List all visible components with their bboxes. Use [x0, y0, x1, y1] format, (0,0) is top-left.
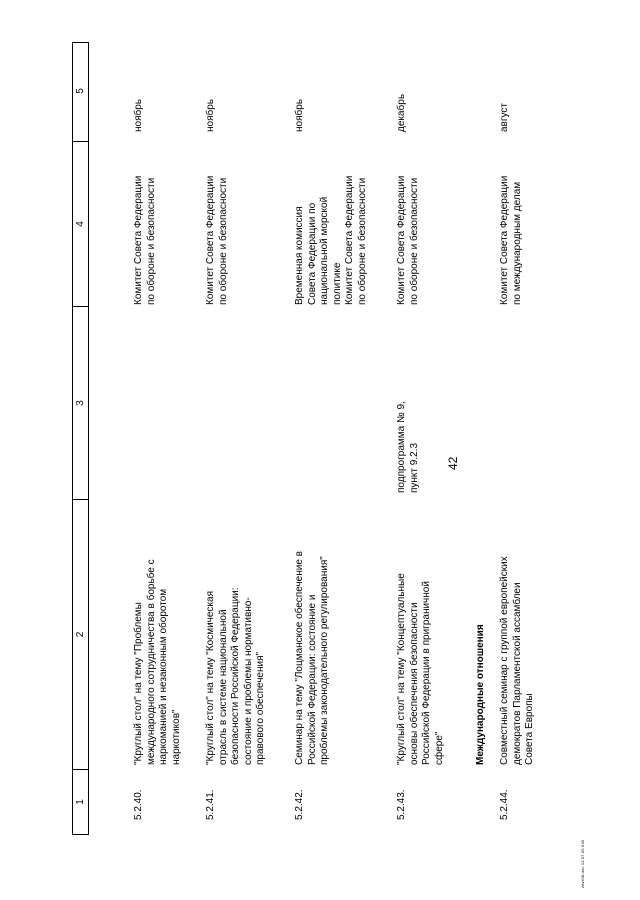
event-date: ноябрь	[133, 99, 144, 132]
event-description: "Круглый стол" на тему "Космическая отрасль в системе национальной безопасности Российской Федерации: состояние и проблемы нормативно- правового обеспечения"	[205, 587, 266, 765]
row-number: 5.2.42.	[294, 789, 305, 820]
responsible-body: Комитет Совета Федерации по обороне и безопасности	[396, 175, 420, 305]
responsible-body: Комитет Совета Федерации по обороне и безопасности	[205, 175, 229, 305]
event-description: "Круглый стол" на тему "Проблемы международного сотрудничества в борьбе с наркоманией и незаконным оборотом наркотиков"	[133, 559, 182, 765]
row-number: 5.2.40.	[133, 789, 144, 820]
event-description: "Круглый стол" на тему "Концептуальные основы обеспечения безопасности Российской Федерации в приграничной сфере"	[396, 573, 445, 765]
footer-code: zavr08.doc 11.07.05 645	[580, 839, 585, 888]
event-date: август	[499, 103, 510, 132]
event-date: ноябрь	[205, 99, 216, 132]
event-description: Семинар на тему "Лоцманское обеспечение в Российской Федерации: состояние и проблемы законодательного регулирования"	[294, 551, 330, 765]
event-date: ноябрь	[294, 99, 305, 132]
event-description: Совместный семинар с группой европейских демократов Парламентской ассамблеи Совета Европы	[499, 556, 535, 765]
column-header-3: 3	[73, 306, 88, 499]
page-number: 42	[446, 456, 460, 470]
responsible-body: Комитет Совета Федерации по обороне и безопасности	[133, 175, 157, 305]
responsible-body: Комитет Совета Федерации по международным делам	[499, 175, 523, 305]
row-number: 5.2.41.	[205, 789, 216, 820]
column-header-row	[72, 42, 89, 835]
column-header-1: 1	[73, 769, 88, 834]
column-header-2: 2	[73, 499, 88, 769]
column-header-4: 4	[73, 141, 88, 306]
event-date: декабрь	[396, 93, 407, 132]
row-number: 5.2.43.	[396, 789, 407, 820]
column-header-5: 5	[75, 88, 86, 94]
program-reference: подпрограмма № 9, пункт 9.2.3	[396, 401, 420, 493]
section-heading: Международные отношения	[475, 624, 486, 765]
row-number: 5.2.44.	[499, 789, 510, 820]
responsible-body: Временная комиссия Совета Федерации по национальной морской политике Комитет Совета Федерации по обороне и безопасности	[294, 175, 368, 305]
